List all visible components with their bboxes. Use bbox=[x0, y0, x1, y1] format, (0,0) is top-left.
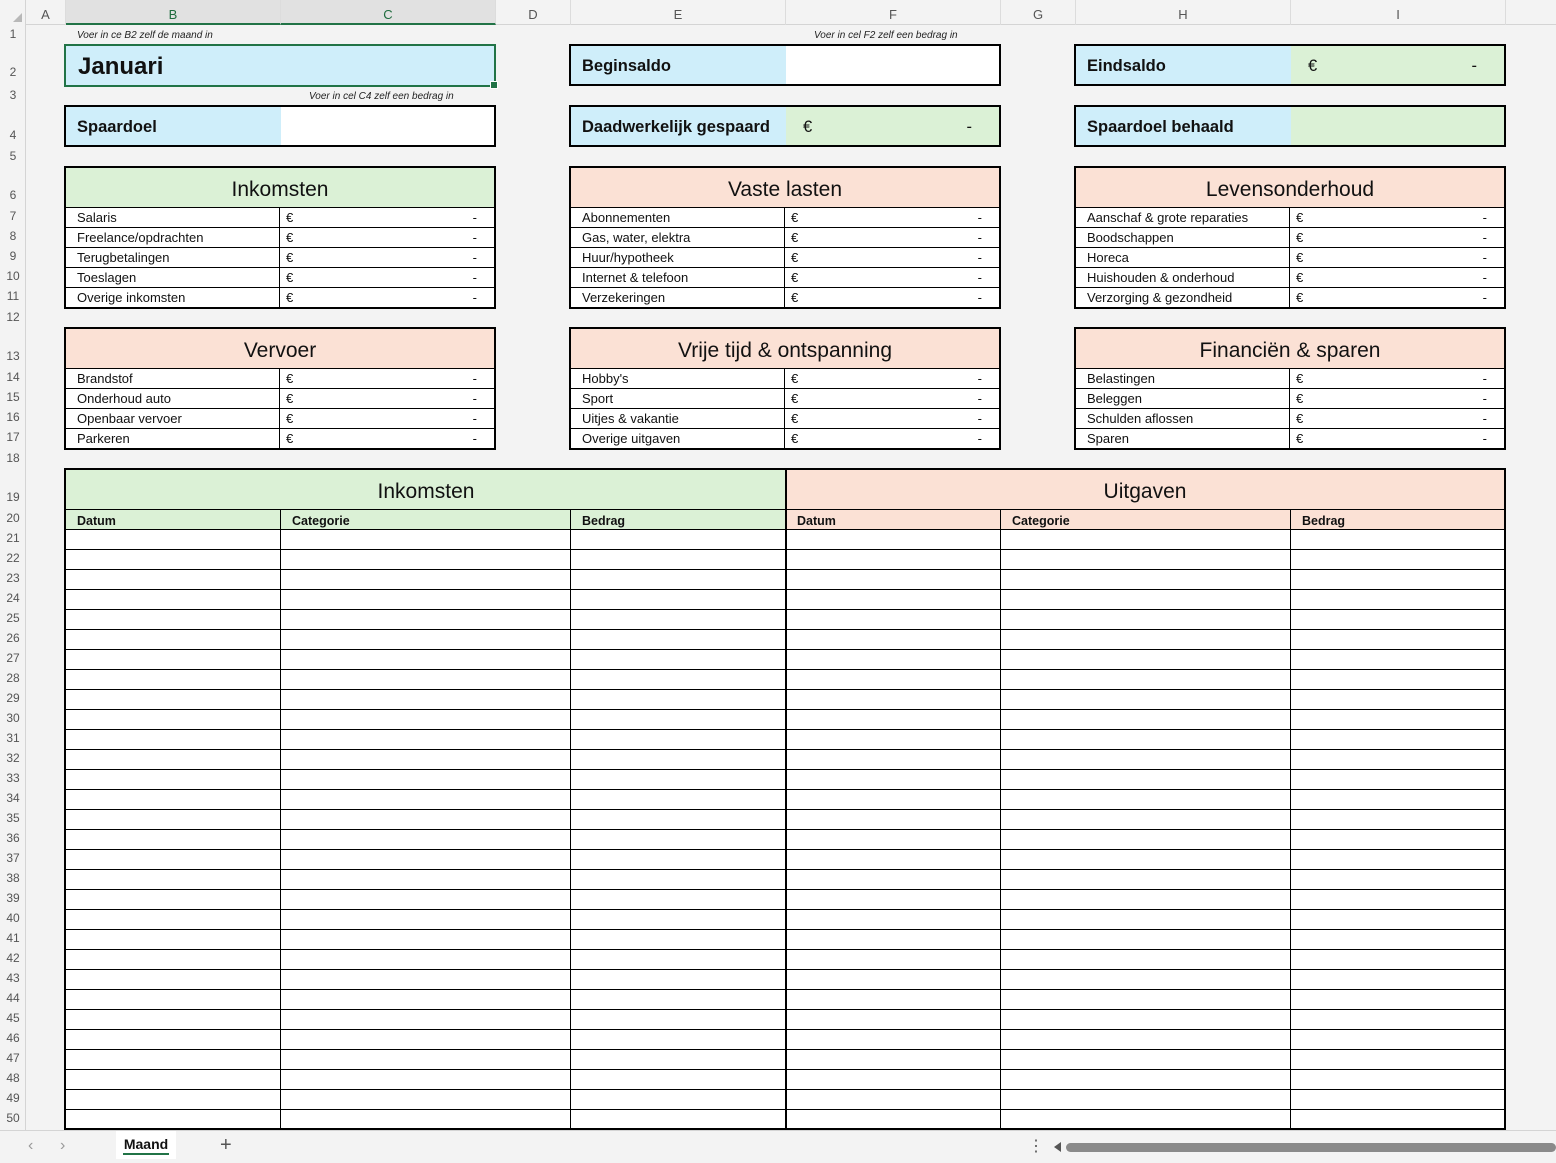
column-header-g[interactable]: G bbox=[1001, 0, 1076, 25]
category-row bbox=[66, 389, 494, 409]
transaction-row-line bbox=[66, 1109, 1504, 1110]
expense-col-categorie[interactable]: Categorie bbox=[1001, 510, 1291, 530]
beginsaldo-box bbox=[569, 44, 1001, 86]
eindsaldo-box bbox=[1074, 44, 1506, 86]
fill-handle[interactable] bbox=[490, 81, 498, 89]
transaction-row-line bbox=[66, 549, 1504, 550]
row-header-26[interactable]: 26 bbox=[6, 631, 20, 645]
currency-symbol: € bbox=[286, 210, 294, 225]
behaald-value-cell[interactable] bbox=[1291, 107, 1504, 145]
category-row-amount[interactable]: - bbox=[1482, 431, 1487, 446]
expense-transactions-title: Uitgaven bbox=[786, 470, 1504, 510]
currency-symbol: € bbox=[1296, 270, 1304, 285]
category-row-amount[interactable]: - bbox=[1482, 290, 1487, 305]
category-title: Levensonderhoud bbox=[1076, 168, 1504, 208]
category-table-levensonderhoud bbox=[1074, 166, 1506, 309]
scroll-left-icon[interactable] bbox=[1054, 1142, 1061, 1152]
eindsaldo-value-cell[interactable] bbox=[1291, 46, 1504, 84]
row-header-1[interactable]: 1 bbox=[9, 27, 17, 41]
row-header-33[interactable]: 33 bbox=[6, 771, 20, 785]
category-row-amount[interactable]: - bbox=[977, 230, 982, 245]
category-row-label[interactable]: Verzorging & gezondheid bbox=[1076, 288, 1290, 307]
currency-symbol: € bbox=[1296, 391, 1304, 406]
income-col-bedrag[interactable]: Bedrag bbox=[571, 510, 786, 530]
category-row-label[interactable]: Openbaar vervoer bbox=[66, 409, 280, 428]
row-header-28[interactable]: 28 bbox=[6, 671, 20, 685]
category-row-amount[interactable]: - bbox=[977, 371, 982, 386]
row-header-41[interactable]: 41 bbox=[6, 931, 20, 945]
currency-symbol: € bbox=[286, 371, 294, 386]
transaction-row-line bbox=[66, 1009, 1504, 1010]
spaardoel-box bbox=[64, 105, 496, 147]
category-row bbox=[1076, 429, 1504, 448]
currency-symbol: € bbox=[791, 290, 799, 305]
row-header-3[interactable]: 3 bbox=[9, 88, 17, 102]
currency-symbol: € bbox=[286, 391, 294, 406]
category-row bbox=[66, 248, 494, 268]
category-row bbox=[571, 369, 999, 389]
transactions-table bbox=[64, 468, 1506, 1130]
next-sheet-icon[interactable]: › bbox=[60, 1137, 66, 1154]
category-row-amount[interactable]: - bbox=[977, 411, 982, 426]
row-header-35[interactable]: 35 bbox=[6, 811, 20, 825]
category-title: Vaste lasten bbox=[571, 168, 999, 208]
currency-symbol: € bbox=[791, 250, 799, 265]
category-row bbox=[571, 228, 999, 248]
row-header-37[interactable]: 37 bbox=[6, 851, 20, 865]
select-all-corner[interactable] bbox=[0, 0, 26, 25]
category-row bbox=[571, 409, 999, 429]
gespaard-value-cell[interactable] bbox=[786, 107, 999, 145]
category-row-label[interactable]: Terugbetalingen bbox=[66, 248, 280, 267]
category-row-amount[interactable]: - bbox=[472, 230, 477, 245]
row-header-47[interactable]: 47 bbox=[6, 1051, 20, 1065]
category-row bbox=[571, 389, 999, 409]
gespaard-value: - bbox=[966, 118, 972, 136]
category-title: Inkomsten bbox=[66, 168, 494, 208]
eindsaldo-label: Eindsaldo bbox=[1076, 46, 1291, 84]
category-row-label[interactable]: Sparen bbox=[1076, 429, 1290, 448]
category-table-financien bbox=[1074, 327, 1506, 450]
currency-symbol: € bbox=[286, 290, 294, 305]
category-row-amount[interactable]: - bbox=[1482, 250, 1487, 265]
category-row-label[interactable]: Aanschaf & grote reparaties bbox=[1076, 208, 1290, 227]
category-row bbox=[66, 228, 494, 248]
category-row-amount[interactable]: - bbox=[1482, 230, 1487, 245]
row-header-42[interactable]: 42 bbox=[6, 951, 20, 965]
category-row-amount[interactable]: - bbox=[977, 431, 982, 446]
transaction-row-line bbox=[66, 709, 1504, 710]
currency-symbol: € bbox=[1296, 230, 1304, 245]
row-header-13[interactable]: 13 bbox=[6, 349, 20, 363]
row-header-10[interactable]: 10 bbox=[6, 269, 20, 283]
category-row-amount[interactable]: - bbox=[472, 431, 477, 446]
row-header-32[interactable]: 32 bbox=[6, 751, 20, 765]
transaction-row-line bbox=[66, 889, 1504, 890]
category-row-amount[interactable]: - bbox=[472, 290, 477, 305]
column-divider bbox=[1000, 510, 1001, 1128]
category-row-amount[interactable]: - bbox=[472, 210, 477, 225]
note-f2: Voer in cel F2 zelf een bedrag in bbox=[814, 30, 958, 41]
transaction-row-line bbox=[66, 949, 1504, 950]
expense-col-bedrag[interactable]: Bedrag bbox=[1291, 510, 1504, 530]
category-row bbox=[571, 268, 999, 288]
category-row bbox=[1076, 288, 1504, 307]
row-header-20[interactable]: 20 bbox=[6, 511, 20, 525]
category-row bbox=[1076, 369, 1504, 389]
category-row-label[interactable]: Verzekeringen bbox=[571, 288, 785, 307]
gespaard-box bbox=[569, 105, 1001, 147]
category-row-amount[interactable]: - bbox=[1482, 371, 1487, 386]
row-header-14[interactable]: 14 bbox=[6, 370, 20, 384]
transaction-row-line bbox=[66, 749, 1504, 750]
category-row bbox=[66, 409, 494, 429]
row-header-24[interactable]: 24 bbox=[6, 591, 20, 605]
currency-symbol: € bbox=[1296, 210, 1304, 225]
column-divider bbox=[570, 510, 571, 1128]
row-header-12[interactable]: 12 bbox=[6, 310, 20, 324]
gespaard-label: Daadwerkelijk gespaard bbox=[571, 107, 786, 145]
category-row-label[interactable]: Belastingen bbox=[1076, 369, 1290, 388]
row-header-19[interactable]: 19 bbox=[6, 490, 20, 504]
row-header-34[interactable]: 34 bbox=[6, 791, 20, 805]
eindsaldo-value: - bbox=[1471, 57, 1477, 75]
category-row-label[interactable]: Salaris bbox=[66, 208, 280, 227]
currency-symbol: € bbox=[1296, 411, 1304, 426]
row-header-16[interactable]: 16 bbox=[6, 410, 20, 424]
category-row-label[interactable]: Overige inkomsten bbox=[66, 288, 280, 307]
note-b2: Voer in ce B2 zelf de maand in bbox=[77, 30, 213, 41]
currency-symbol: € bbox=[791, 230, 799, 245]
row-header-48[interactable]: 48 bbox=[6, 1071, 20, 1085]
row-header-39[interactable]: 39 bbox=[6, 891, 20, 905]
category-row-label[interactable]: Parkeren bbox=[66, 429, 280, 448]
note-c4: Voer in cel C4 zelf een bedrag in bbox=[309, 91, 454, 102]
row-header-30[interactable]: 30 bbox=[6, 711, 20, 725]
transaction-row-line bbox=[66, 909, 1504, 910]
category-row-label[interactable]: Hobby's bbox=[571, 369, 785, 388]
category-row-label[interactable]: Horeca bbox=[1076, 248, 1290, 267]
income-col-datum[interactable]: Datum bbox=[66, 510, 281, 530]
row-header-29[interactable]: 29 bbox=[6, 691, 20, 705]
category-row-label[interactable]: Uitjes & vakantie bbox=[571, 409, 785, 428]
category-row-label[interactable]: Huishouden & onderhoud bbox=[1076, 268, 1290, 287]
category-row bbox=[571, 208, 999, 228]
category-row-amount[interactable]: - bbox=[977, 270, 982, 285]
row-header-25[interactable]: 25 bbox=[6, 611, 20, 625]
category-row-label[interactable]: Overige uitgaven bbox=[571, 429, 785, 448]
category-row-amount[interactable]: - bbox=[472, 371, 477, 386]
transaction-row-line bbox=[66, 1089, 1504, 1090]
column-divider bbox=[280, 510, 281, 1128]
category-table-inkomsten bbox=[64, 166, 496, 309]
category-row bbox=[66, 268, 494, 288]
row-header-50[interactable]: 50 bbox=[6, 1111, 20, 1125]
currency-symbol: € bbox=[1296, 371, 1304, 386]
spaardoel-label: Spaardoel bbox=[66, 107, 281, 145]
category-row bbox=[1076, 409, 1504, 429]
currency-symbol: € bbox=[1296, 250, 1304, 265]
row-header-4[interactable]: 4 bbox=[9, 128, 17, 142]
column-header-e[interactable]: E bbox=[571, 0, 786, 25]
row-header-8[interactable]: 8 bbox=[9, 229, 17, 243]
eindsaldo-currency: € bbox=[1308, 57, 1318, 75]
category-row-amount[interactable]: - bbox=[977, 391, 982, 406]
behaald-box bbox=[1074, 105, 1506, 147]
row-header-17[interactable]: 17 bbox=[6, 430, 20, 444]
currency-symbol: € bbox=[1296, 431, 1304, 446]
row-header-27[interactable]: 27 bbox=[6, 651, 20, 665]
income-col-categorie[interactable]: Categorie bbox=[281, 510, 571, 530]
transaction-row-line bbox=[66, 989, 1504, 990]
column-header-h[interactable]: H bbox=[1076, 0, 1291, 25]
category-row bbox=[571, 288, 999, 307]
row-header-45[interactable]: 45 bbox=[6, 1011, 20, 1025]
category-row-label[interactable]: Abonnementen bbox=[571, 208, 785, 227]
category-row bbox=[66, 369, 494, 389]
column-header-f[interactable]: F bbox=[786, 0, 1001, 25]
category-row bbox=[571, 248, 999, 268]
transaction-row-line bbox=[66, 649, 1504, 650]
row-header-43[interactable]: 43 bbox=[6, 971, 20, 985]
currency-symbol: € bbox=[791, 371, 799, 386]
category-row-amount[interactable]: - bbox=[977, 210, 982, 225]
row-header-11[interactable]: 11 bbox=[6, 289, 20, 303]
category-row-label[interactable]: Schulden aflossen bbox=[1076, 409, 1290, 428]
row-header-6[interactable]: 6 bbox=[9, 188, 17, 202]
category-row-label[interactable]: Freelance/opdrachten bbox=[66, 228, 280, 247]
column-header-bar bbox=[0, 0, 1556, 25]
transaction-row-line bbox=[66, 1029, 1504, 1030]
category-row-amount[interactable]: - bbox=[1482, 270, 1487, 285]
category-row-amount[interactable]: - bbox=[977, 290, 982, 305]
category-row-label[interactable]: Huur/hypotheek bbox=[571, 248, 785, 267]
category-row bbox=[1076, 248, 1504, 268]
month-value: Januari bbox=[78, 53, 164, 80]
prev-sheet-icon[interactable]: ‹ bbox=[28, 1137, 34, 1154]
category-table-vervoer bbox=[64, 327, 496, 450]
category-row bbox=[66, 208, 494, 228]
row-header-2[interactable]: 2 bbox=[9, 65, 17, 79]
sheet-tab-label: Maand bbox=[123, 1136, 169, 1155]
category-row bbox=[1076, 228, 1504, 248]
category-row-amount[interactable]: - bbox=[472, 391, 477, 406]
transaction-row-line bbox=[66, 1069, 1504, 1070]
row-header-15[interactable]: 15 bbox=[6, 390, 20, 404]
currency-symbol: € bbox=[791, 391, 799, 406]
column-header-b[interactable]: B bbox=[66, 0, 281, 25]
category-row-label[interactable]: Internet & telefoon bbox=[571, 268, 785, 287]
transaction-row-line bbox=[66, 669, 1504, 670]
row-header-40[interactable]: 40 bbox=[6, 911, 20, 925]
category-row-amount[interactable]: - bbox=[472, 411, 477, 426]
category-table-vaste-lasten bbox=[569, 166, 1001, 309]
sheet-tab-maand[interactable] bbox=[116, 1131, 176, 1159]
row-header-46[interactable]: 46 bbox=[6, 1031, 20, 1045]
category-row-amount[interactable]: - bbox=[977, 250, 982, 265]
transaction-row-line bbox=[66, 849, 1504, 850]
category-row-amount[interactable]: - bbox=[472, 250, 477, 265]
column-header-d[interactable]: D bbox=[496, 0, 571, 25]
row-header-5[interactable]: 5 bbox=[9, 149, 17, 163]
month-cell[interactable] bbox=[64, 44, 496, 87]
currency-symbol: € bbox=[286, 270, 294, 285]
transaction-row-line bbox=[66, 829, 1504, 830]
currency-symbol: € bbox=[286, 411, 294, 426]
transaction-row-line bbox=[66, 729, 1504, 730]
column-header-a[interactable]: A bbox=[26, 0, 66, 25]
category-row-label[interactable]: Beleggen bbox=[1076, 389, 1290, 408]
transaction-row-line bbox=[66, 769, 1504, 770]
currency-symbol: € bbox=[286, 230, 294, 245]
more-options-icon[interactable]: ⋮ bbox=[1028, 1138, 1044, 1155]
transaction-row-line bbox=[66, 609, 1504, 610]
beginsaldo-label: Beginsaldo bbox=[571, 46, 786, 84]
row-header-49[interactable]: 49 bbox=[6, 1091, 20, 1105]
row-header-44[interactable]: 44 bbox=[6, 991, 20, 1005]
row-header-36[interactable]: 36 bbox=[6, 831, 20, 845]
currency-symbol: € bbox=[791, 411, 799, 426]
row-header-23[interactable]: 23 bbox=[6, 571, 20, 585]
beginsaldo-input[interactable] bbox=[786, 46, 999, 84]
row-header-18[interactable]: 18 bbox=[6, 451, 20, 465]
transaction-row-line bbox=[66, 1049, 1504, 1050]
transaction-row-line bbox=[66, 929, 1504, 930]
category-row bbox=[1076, 389, 1504, 409]
category-row bbox=[1076, 268, 1504, 288]
transaction-row-line bbox=[66, 809, 1504, 810]
category-title: Financiën & sparen bbox=[1076, 329, 1504, 369]
category-table-vrije-tijd bbox=[569, 327, 1001, 450]
category-row-label[interactable]: Sport bbox=[571, 389, 785, 408]
category-row bbox=[66, 429, 494, 448]
currency-symbol: € bbox=[1296, 290, 1304, 305]
row-header-21[interactable]: 21 bbox=[6, 531, 20, 545]
income-transactions-title: Inkomsten bbox=[66, 470, 786, 510]
column-divider bbox=[1290, 510, 1291, 1128]
category-row bbox=[1076, 208, 1504, 228]
expense-col-datum[interactable]: Datum bbox=[786, 510, 1001, 530]
category-row-label[interactable]: Boodschappen bbox=[1076, 228, 1290, 247]
row-header-9[interactable]: 9 bbox=[9, 249, 17, 263]
column-header-c[interactable]: C bbox=[281, 0, 496, 25]
currency-symbol: € bbox=[286, 431, 294, 446]
spaardoel-input[interactable] bbox=[281, 107, 494, 145]
category-title: Vervoer bbox=[66, 329, 494, 369]
transaction-row-line bbox=[66, 629, 1504, 630]
transaction-row-line bbox=[66, 569, 1504, 570]
category-row-amount[interactable]: - bbox=[1482, 391, 1487, 406]
currency-symbol: € bbox=[791, 431, 799, 446]
category-row-amount[interactable]: - bbox=[1482, 411, 1487, 426]
gespaard-currency: € bbox=[803, 118, 813, 136]
category-row-amount[interactable]: - bbox=[472, 270, 477, 285]
transaction-row-line bbox=[66, 869, 1504, 870]
category-row-amount[interactable]: - bbox=[1482, 210, 1487, 225]
row-header-22[interactable]: 22 bbox=[6, 551, 20, 565]
transaction-row-line bbox=[66, 969, 1504, 970]
currency-symbol: € bbox=[791, 210, 799, 225]
category-row-label[interactable]: Gas, water, elektra bbox=[571, 228, 785, 247]
column-header-i[interactable]: I bbox=[1291, 0, 1506, 25]
category-row bbox=[66, 288, 494, 307]
category-row bbox=[571, 429, 999, 448]
transaction-row-line bbox=[66, 789, 1504, 790]
currency-symbol: € bbox=[791, 270, 799, 285]
category-row-label[interactable]: Brandstof bbox=[66, 369, 280, 388]
row-header-38[interactable]: 38 bbox=[6, 871, 20, 885]
behaald-label: Spaardoel behaald bbox=[1076, 107, 1291, 145]
category-row-label[interactable]: Onderhoud auto bbox=[66, 389, 280, 408]
add-sheet-icon[interactable]: + bbox=[220, 1134, 232, 1156]
row-header-bar bbox=[0, 25, 26, 1130]
category-row-label[interactable]: Toeslagen bbox=[66, 268, 280, 287]
currency-symbol: € bbox=[286, 250, 294, 265]
category-title: Vrije tijd & ontspanning bbox=[571, 329, 999, 369]
row-header-7[interactable]: 7 bbox=[9, 209, 17, 223]
row-header-31[interactable]: 31 bbox=[6, 731, 20, 745]
sheet-tab-bar bbox=[0, 1130, 1556, 1163]
horizontal-scrollbar[interactable] bbox=[1066, 1143, 1556, 1152]
transaction-row-line bbox=[66, 689, 1504, 690]
transaction-row-line bbox=[66, 589, 1504, 590]
